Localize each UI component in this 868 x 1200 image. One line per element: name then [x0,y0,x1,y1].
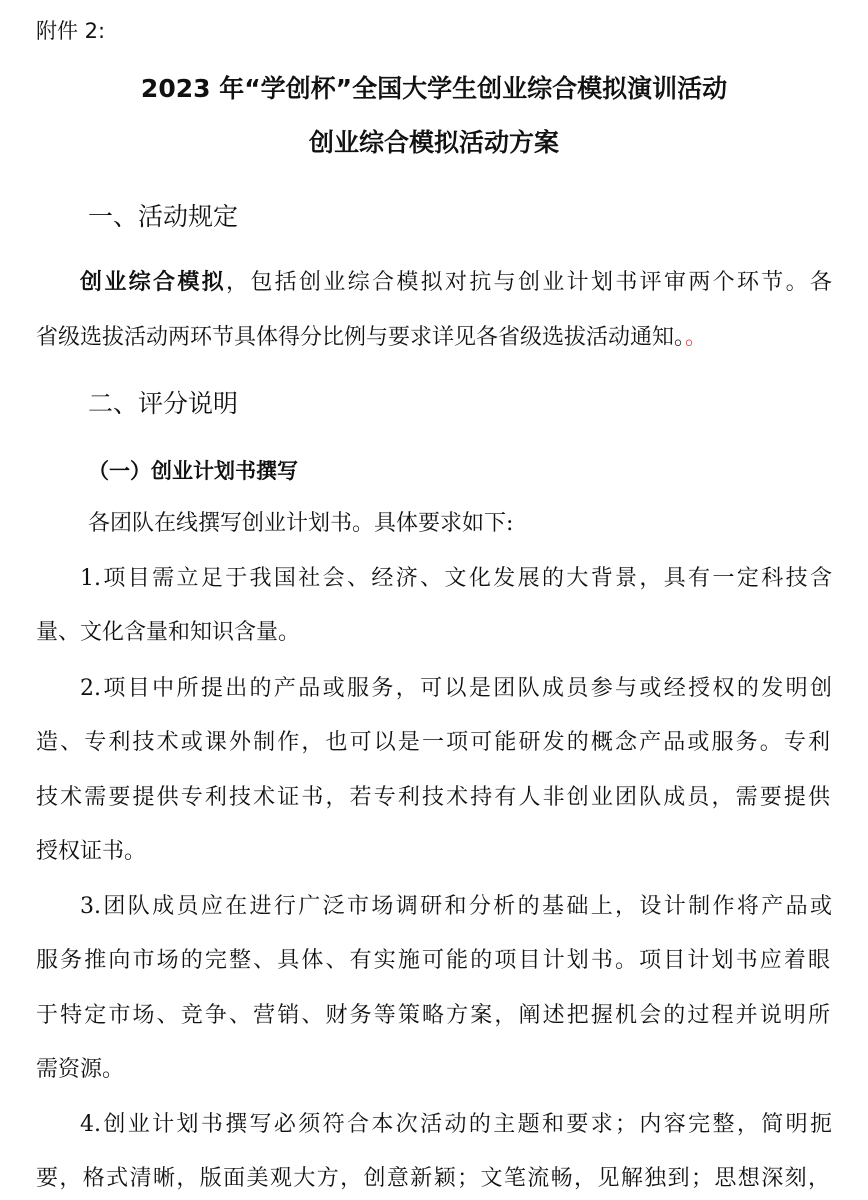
item2-line4: 授权证书。 [36,839,147,864]
item4-line2: 要，格式清晰，版面美观大方，创意新颖；文笔流畅，见解独到；思想深刻， [36,1166,830,1191]
item3-line3: 于特定市场、竞争、营销、财务等策略方案，阐述把握机会的过程并说明所 [36,1003,830,1028]
item4-line1: 4.创业计划书撰写必须符合本次活动的主题和要求；内容完整，简明扼 [80,1112,832,1137]
subsection1-heading: （一）创业计划书撰写 [88,459,298,483]
item2-line1: 2.项目中所提出的产品或服务，可以是团队成员参与或经授权的发明创 [80,676,832,701]
item1-line2: 量、文化含量和知识含量。 [36,620,301,645]
section1-line1-text: ，包括创业综合模拟对抗与创业计划书评审两个环节。各 [226,270,832,295]
item3-line2: 服务推向市场的完整、具体、有实施可能的项目计划书。项目计划书应着眼 [36,948,830,973]
intro-paragraph: 各团队在线撰写创业计划书。具体要求如下: [88,511,514,536]
document-title-line2: 创业综合模拟活动方案 [308,128,559,157]
item2-line3: 技术需要提供专利技术证书，若专利技术持有人非创业团队成员，需要提供 [36,785,830,810]
section1-paragraph-line1 [80,268,832,298]
item2-line2: 造、专利技术或课外制作，也可以是一项可能研发的概念产品或服务。专利 [36,730,830,755]
item3-line4: 需资源。 [36,1057,125,1082]
document-title-line1: 2023 年“学创杯”全国大学生创业综合模拟演训活动 [140,74,728,103]
section1-lead-term: 创业综合模拟 [80,270,226,295]
revision-mark: 。 [685,325,708,350]
section1-line2-text: 省级选拔活动两环节具体得分比例与要求详见各省级选拔活动通知。 [36,325,686,350]
item1-line1: 1.项目需立足于我国社会、经济、文化发展的大背景，具有一定科技含 [80,566,832,591]
item3-line1: 3.团队成员应在进行广泛市场调研和分析的基础上，设计制作将产品或 [80,894,832,919]
attachment-label: 附件 2: [36,19,106,43]
section2-heading: 二、评分说明 [88,389,239,418]
section1-heading: 一、活动规定 [88,202,239,231]
section1-paragraph-line2 [36,323,707,353]
